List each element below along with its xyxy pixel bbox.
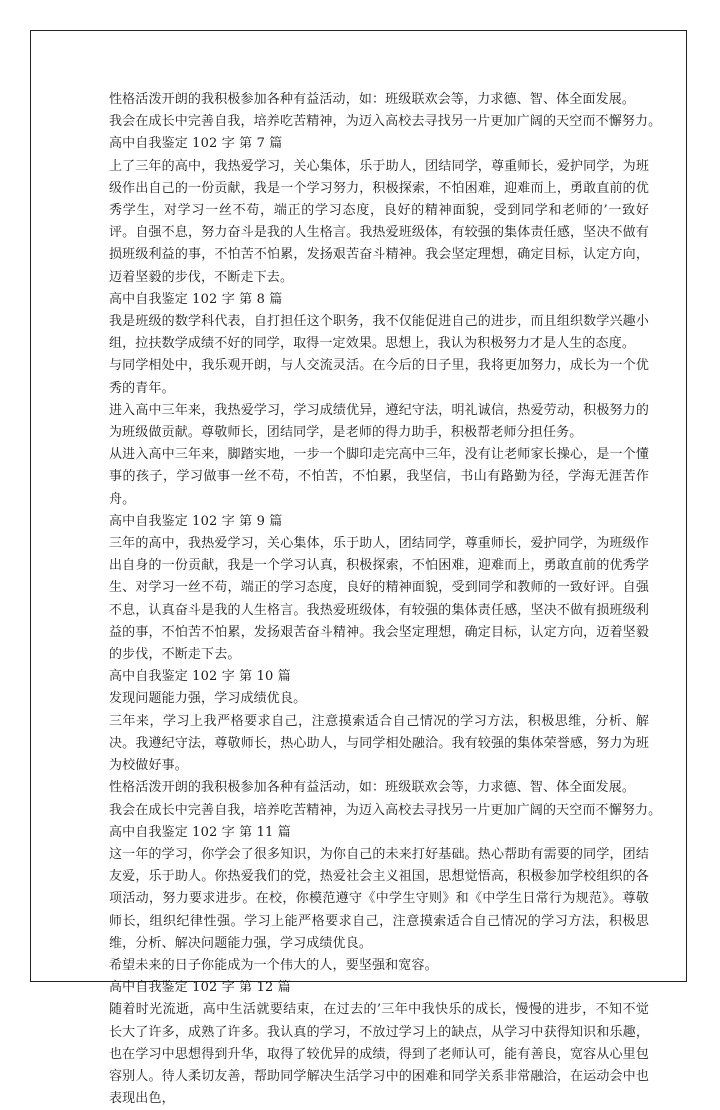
document-page [30,30,687,1107]
document-body [109,89,662,1110]
text-line: 性格活泼开朗的我积极参加各种有益活动，如：班级联欢会等，力求德、智、体全面发展。 [109,92,636,107]
section-heading: 高中自我鉴定 102 字 第 7 篇 [109,136,283,152]
paragraph: 我是班级的数学科代表，自打担任这个职务，我不仅能促进自己的进步，而且组织数学兴趣小组，拉扶数学成绩不好的同学，取得一定效果。思想上，我认为积极努力才是人生的态度。 [109,314,649,352]
text-line: 我会在成长中完善自我，培养吃苦精神，为迈入高校去寻找另一片更加广阔的天空而不懈努力。 [109,114,662,130]
text-line: 希望未来的日子你能成为一个伟大的人，要坚强和宽容。 [109,957,438,973]
paragraph: 随着时光流逝，高中生活就要结束，在过去的’三年中我快乐的成长，慢慢的进步，不知不觉长大了许多，成熟了许多。我认真的学习，不放过学习上的缺点，从学习中获得知识和乐趣，也在学习中思想得到升华，取得了较优异的成绩，得到了老师认可，能有善良，宽容从心里包容别人。待人柔切友善，帮助同学解决生活学习中的困难和同学关系非常融洽，在运动会中也表现出色， [109,1002,649,1107]
paragraph: 进入高中三年来，我热爱学习，学习成绩优异，遵纪守法，明礼诚信，热爱劳动，积极努力的为班级做贡献。尊敬师长，团结同学，是老师的得力助手，积极帮老师分担任务。 [109,402,649,441]
section-heading: 高中自我鉴定 102 字 第 9 篇 [109,513,283,529]
paragraph: 这一年的学习，你学会了很多知识，为你自己的未来打好基础。热心帮助有需要的同学，团结友爱，乐于助人。你热爱我们的党，热爱社会主义祖国，思想觉悟高，积极参加学校组织的各项活动，努力要求进步。在校，你模范遵守《中学生守则》和《中学生日常行为规范》。尊敬师长，组织纪律性强。学习上能严格要求自己，注意摸索适合自己情况的学习方法，积极思维，分析、解决问题能力强，学习成绩优良。 [109,846,649,951]
section-heading: 高中自我鉴定 102 字 第 11 篇 [109,824,291,840]
section-heading: 高中自我鉴定 102 字 第 8 篇 [109,291,283,307]
paragraph: 与同学相处中，我乐观开朗，与人交流灵活。在今后的日子里，我将更加努力，成长为一个优秀的青年。 [109,358,649,396]
paragraph: 三年来，学习上我严格要求自己，注意摸索适合自己情况的学习方法，积极思维，分析、解决。我遵纪守法，尊敬师长，热心助人，与同学相处融洽。我有较强的集体荣誉感，努力为班为校做好事。 [109,713,649,774]
paragraph: 三年的高中，我热爱学习，关心集体，乐于助人，团结同学，尊重师长，爱护同学，为班级作出自身的一份贡献，我是一个学习认真，积极探索，不怕困难，迎难而上，勇敢直前的优秀学生、对学习一丝不苟，端正的学习态度，良好的精神面貌，受到同学和教师的一致好评。自强不息，认真奋斗是我的人生格言。我热爱班级体，有较强的集体责任感，坚决不做有损班级利益的事，不怕苦不怕累，发扬艰苦奋斗精神。我会坚定理想，确定目标，认定方向，迈着坚毅的步伐，不断走下去。 [109,536,649,663]
text-line: 性格活泼开朗的我积极参加各种有益活动，如：班级联欢会等，力求德、智、体全面发展。 [109,780,636,796]
text-line: 发现问题能力强，学习成绩优良。 [109,691,307,707]
paragraph: 上了三年的高中，我热爱学习，关心集体，乐于助人，团结同学，尊重师长，爱护同学，为班级作出自己的一份贡献，我是一个学习努力，积极探索，不怕困难，迎难而上，勇敢直前的优秀学生，对学习一丝不苟，端正的学习态度，良好的精神面貌，受到同学和老师的’一致好评。自强不息，努力奋斗是我的人生格言。我热爱班级体，有较强的集体责任感，坚决不做有损班级利益的事，不怕苦不怕累，发扬艰苦奋斗精神。我会坚定理想，确定目标，认定方向，迈着坚毅的步伐，不断走下去。 [109,158,649,285]
section-heading: 高中自我鉴定 102 字 第 10 篇 [109,669,291,685]
section-heading: 高中自我鉴定 102 字 第 12 篇 [109,980,291,996]
text-line: 我会在成长中完善自我，培养吃苦精神，为迈入高校去寻找另一片更加广阔的天空而不懈努力。 [109,802,662,818]
paragraph: 从进入高中三年来，脚踏实地，一步一个脚印走完高中三年，没有让老师家长操心，是一个懂事的孩子，学习做事一丝不苟，不怕苦，不怕累，我坚信，书山有路勤为径，学海无涯苦作舟。 [109,447,649,507]
